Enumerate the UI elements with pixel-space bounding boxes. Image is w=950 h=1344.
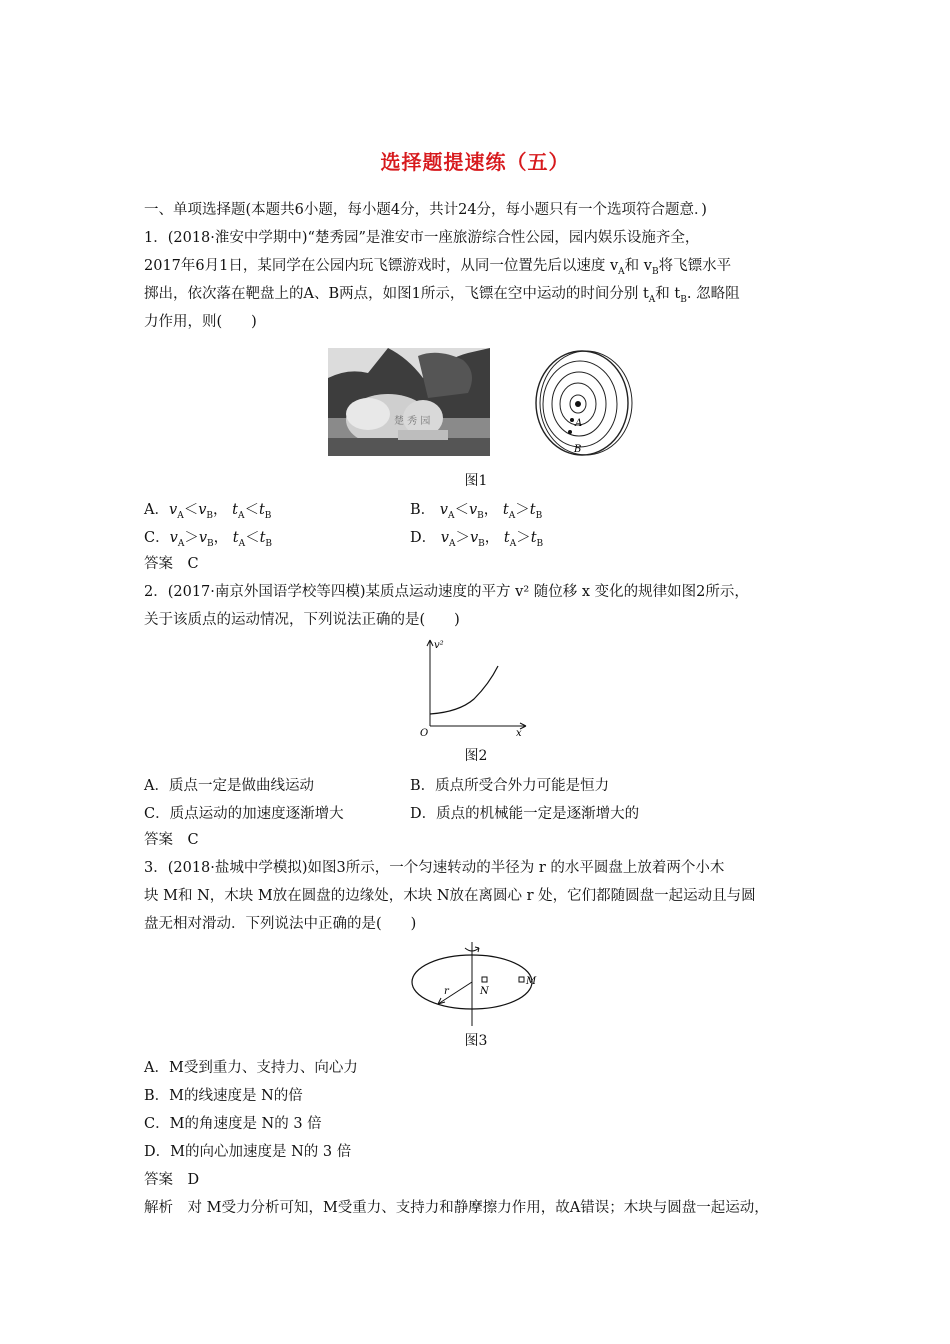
- figure-3-caption: 图3: [464, 1033, 488, 1049]
- q3-option-d: D．M的向心加速度是 N的 3 倍: [144, 1144, 352, 1160]
- rotating-disc-diagram: [408, 938, 548, 1028]
- q1-answer: 答案 C: [144, 556, 199, 572]
- q2-option-a: A．质点一定是做曲线运动: [144, 778, 314, 794]
- q3-line-2: 块 M和 N，木块 M放在圆盘的边缘处，木块 N放在离圆心 r 处，它们都随圆盘一起运动且与圆: [144, 888, 756, 904]
- q1-line-4: 力作用，则( ): [144, 314, 257, 330]
- v2-x-graph: [414, 634, 534, 738]
- disc-label-m: M: [526, 976, 537, 987]
- axis-y-label: v²: [434, 640, 444, 651]
- q2-option-d: D．质点的机械能一定是逐渐增大的: [410, 806, 640, 822]
- q3-answer: 答案 D: [144, 1172, 200, 1188]
- q3-line-3: 盘无相对滑动．下列说法中正确的是( ): [144, 916, 417, 932]
- figure-1-caption: 图1: [464, 473, 488, 489]
- disc-label-r: r: [444, 986, 449, 997]
- q1-line-2: 2017年6月1日，某同学在公园内玩飞镖游戏时，从同一位置先后以速度 $v_A$和 $v_B$将飞镖水平: [144, 258, 732, 277]
- photo-inscription: 楚 秀 园: [394, 416, 431, 427]
- q2-line-1: 2．(2017·南京外国语学校等四模)某质点运动速度的平方 v² 随位移 x 变化的规律如图2所示，: [144, 584, 749, 600]
- figure-2-caption: 图2: [464, 748, 488, 764]
- q1-option-d: D． $v_A>v_B$， $t_A>t_B$: [410, 530, 544, 549]
- q1-line-3: 掷出，依次落在靶盘上的A、B两点，如图1所示，飞镖在空中运动的时间分别 $t_A$和 $t_B$. 忽略阻: [144, 286, 740, 305]
- q2-option-b: B．质点所受合外力可能是恒力: [410, 778, 610, 794]
- target-label-b: B: [574, 444, 582, 455]
- q3-option-c: C．M的角速度是 N的 3 倍: [144, 1116, 322, 1132]
- q3-line-1: 3．(2018·盐城中学模拟)如图3所示，一个匀速转动的半径为 r 的水平圆盘上放着两个小木: [144, 860, 725, 876]
- park-photo: [328, 348, 490, 456]
- q3-analysis: 解析 对 M受力分析可知，M受重力、支持力和静摩擦力作用，故A错误；木块与圆盘一起运动，: [144, 1200, 769, 1216]
- page-title: 选择题提速练（五）: [380, 150, 570, 174]
- q3-option-a: A．M受到重力、支持力、向心力: [144, 1060, 358, 1076]
- q2-line-2: 关于该质点的运动情况，下列说法正确的是( ): [144, 612, 460, 628]
- q1-line-1: 1．(2018·淮安中学期中)“楚秀园”是淮安市一座旅游综合性公园，园内娱乐设施齐全，: [144, 230, 700, 246]
- origin-label: O: [420, 728, 429, 738]
- disc-label-n: N: [480, 986, 489, 997]
- section-heading: 一、单项选择题(本题共6小题，每小题4分，共计24分，每小题只有一个选项符合题意．): [144, 202, 707, 218]
- q1-option-c: C．$v_A>v_B$， $t_A<t_B$: [144, 530, 273, 549]
- target-label-a: A: [575, 418, 583, 429]
- q2-answer: 答案 C: [144, 832, 199, 848]
- q3-option-b: B．M的线速度是 N的倍: [144, 1088, 303, 1104]
- q1-option-a: A．$v_A<v_B$， $t_A<t_B$: [144, 502, 272, 521]
- q1-option-b: B． $v_A<v_B$， $t_A>t_B$: [410, 502, 543, 521]
- axis-x-label: x: [516, 728, 522, 738]
- dart-target-diagram: [530, 348, 640, 460]
- q2-option-c: C．质点运动的加速度逐渐增大: [144, 806, 344, 822]
